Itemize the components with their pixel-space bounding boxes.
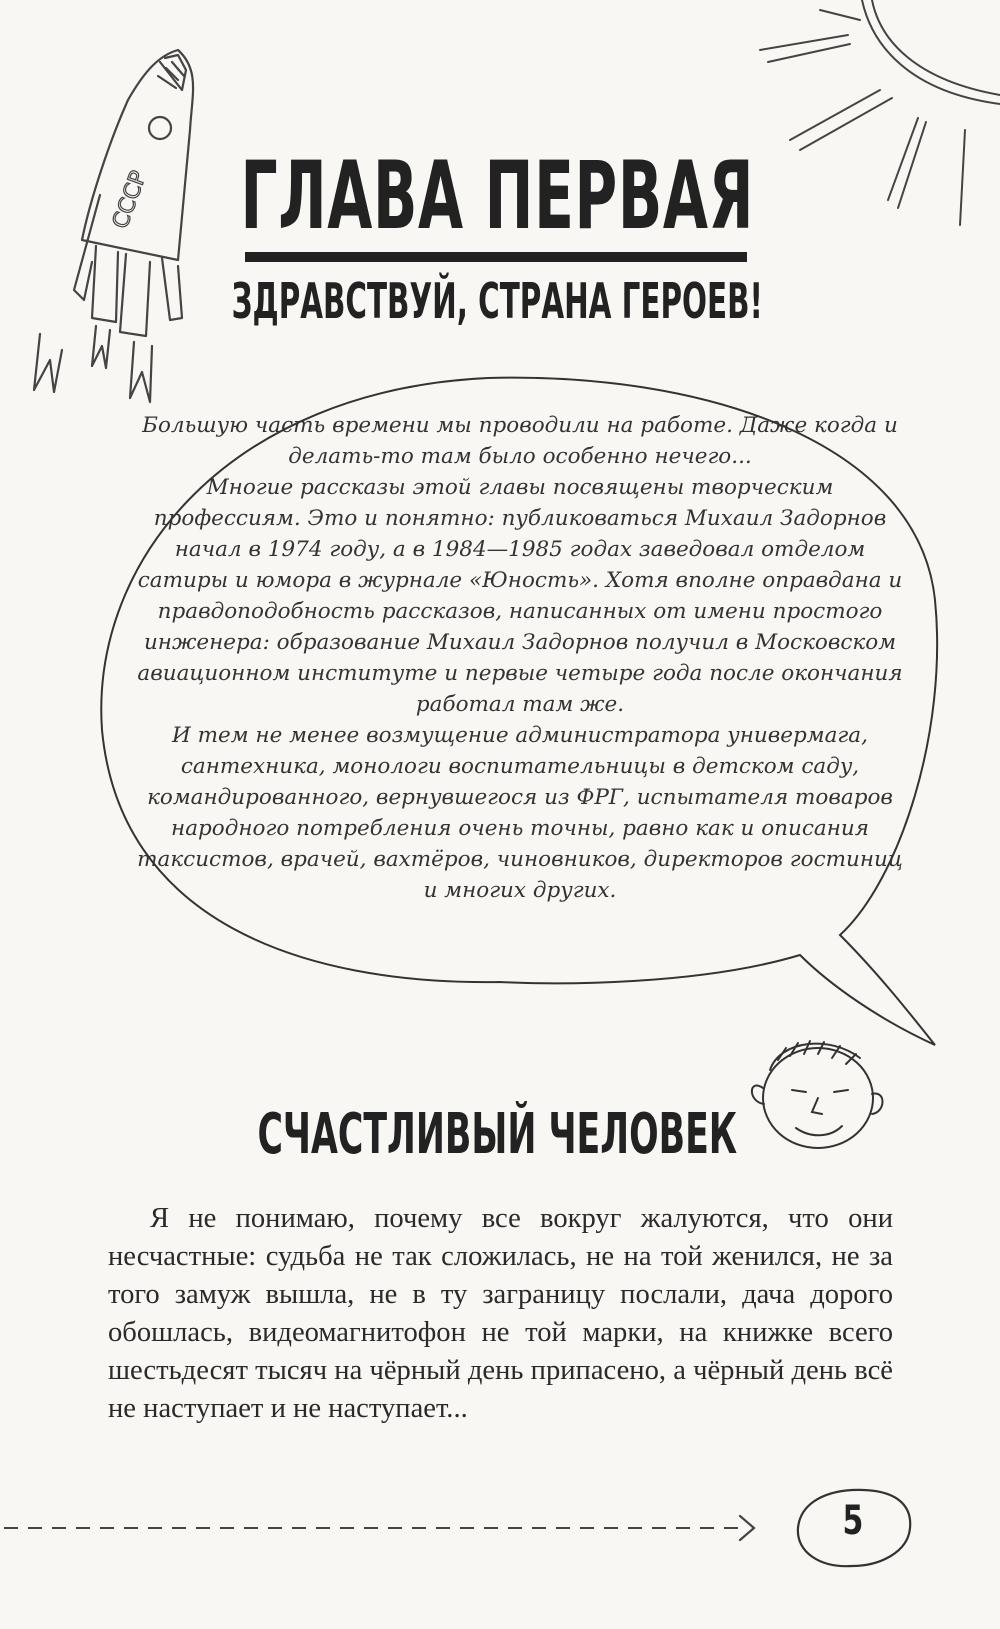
- speech-bubble-text: [130, 410, 910, 906]
- chapter-subtitle: ЗДРАВСТВУЙ, СТРАНА ГЕРОЕВ!: [231, 273, 763, 330]
- bubble-paragraph: Большую часть времени мы проводили на работе. Даже когда и делать-то там было особенно нечего...: [142, 413, 898, 469]
- bubble-paragraph: И тем не менее возмущение администратора универмага, сантехника, монологи воспитательницы в детском саду, командированного, вернувшегося из ФРГ, испытателя товаров народного потребления очень точны, равно как и описания таксистов, врачей, вахтёров, чиновников, директоров гостиниц и многих других.: [137, 723, 903, 903]
- rocket-label: СССР: [108, 167, 152, 233]
- story-title: СЧАСТЛИВЫЙ ЧЕЛОВЕК: [257, 1102, 738, 1167]
- chapter-title: ГЛАВА ПЕРВАЯ: [240, 142, 755, 251]
- dashed-arrow-icon: [740, 1516, 754, 1540]
- title-underline: [245, 252, 747, 262]
- story-paragraph: Я не понимаю, почему все вокруг жалуются, что они несчастные: судьба не так сложилась, не на той женился, не за того замуж вышла, не в ту заграницу послали, дача дорого обошлась, видеомагнитофон не той марки, на книжке всего шестьдесят тысяч на чёрный день припасено, а чёрный день всё не наступает и не наступает...: [108, 1203, 893, 1424]
- story-body: [108, 1200, 893, 1428]
- page-number: 5: [842, 1498, 864, 1544]
- bubble-paragraph: Многие рассказы этой главы посвящены творческим профессиям. Это и понятно: публиковаться Михаил Задорнов начал в 1974 году, а в 1984—1985 годах заведовал отделом сатиры и юмора в журнале «Юность». Хотя вполне оправдана и правдоподобность рассказов, написанных от имени простого инженера: образование Михаил Задорнов получил в Московском авиационном институте и первые четыре года после окончания работал там же.: [137, 475, 903, 717]
